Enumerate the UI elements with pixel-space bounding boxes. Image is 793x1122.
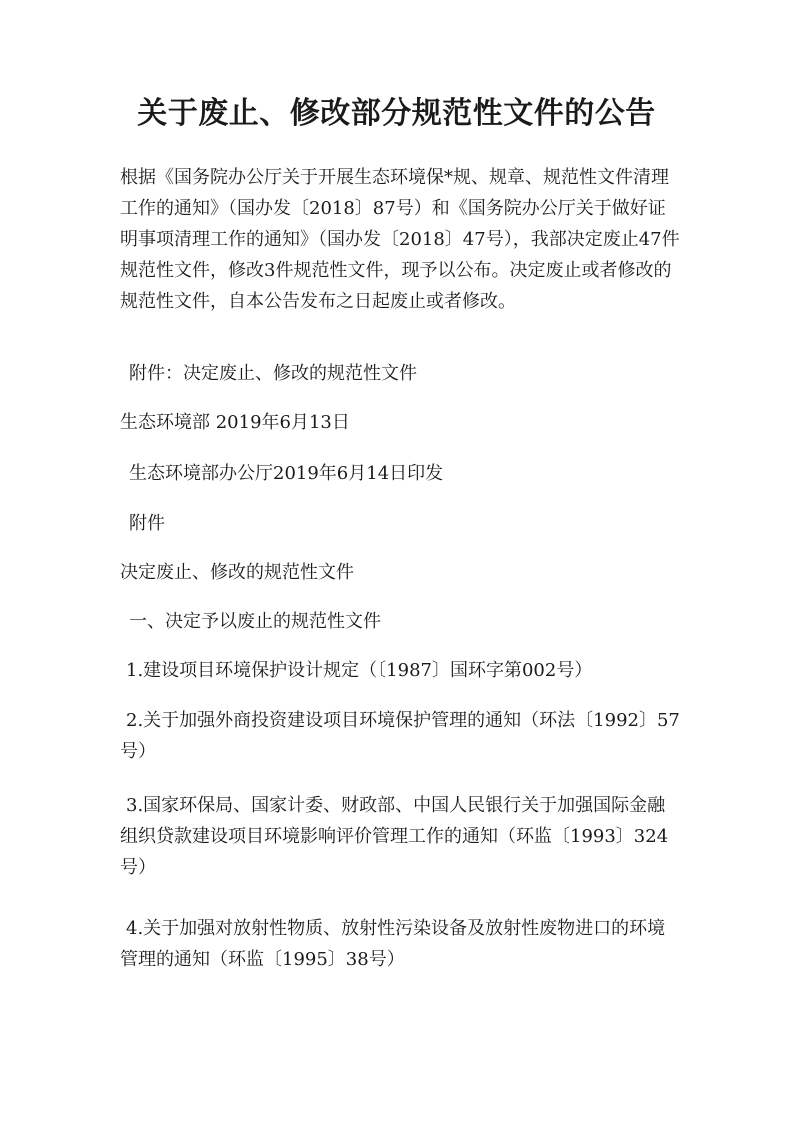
list-item — [120, 655, 680, 686]
list-item — [120, 913, 680, 975]
issuer-date: 生态环境部 2019年6月13日 — [120, 412, 350, 433]
list-item — [120, 705, 680, 767]
print-note: 生态环境部办公厅2019年6月14日印发 — [129, 463, 444, 484]
section-heading: 一、决定予以废止的规范性文件 — [129, 611, 381, 632]
intro-paragraph: 根据《国务院办公厅关于开展生态环境保*规、规章、规范性文件清理工作的通知》（国办发〔2018〕87号）和《国务院办公厅关于做好证明事项清理工作的通知》（国办发〔2018〕47号），我部决定废止47件规范性文件，修改3件规范性文件，现予以公布。决定废止或者修改的规范性文件，自本公告发布之日起废止或者修改。 — [120, 167, 680, 312]
list-item-text: 2.关于加强外商投资建设项目环境保护管理的通知（环法〔1992〕57号） — [120, 710, 680, 762]
list-item-text: 4.关于加强对放射性物质、放射性污染设备及放射性废物进口的环境管理的通知（环监〔1995〕38号） — [120, 918, 666, 970]
document-title: 关于废止、修改部分规范性文件的公告 — [137, 96, 656, 131]
attachment-title: 决定废止、修改的规范性文件 — [120, 562, 354, 583]
attachment-note: 附件：决定废止、修改的规范性文件 — [129, 363, 417, 384]
list-item-text: 1.建设项目环境保护设计规定（〔1987〕国环字第002号） — [126, 660, 593, 681]
list-item — [120, 790, 680, 883]
list-item-text: 3.国家环保局、国家计委、财政部、中国人民银行关于加强国际金融组织贷款建设项目环境影响评价管理工作的通知（环监〔1993〕324号） — [120, 795, 669, 878]
attachment-heading: 附件 — [129, 513, 165, 534]
